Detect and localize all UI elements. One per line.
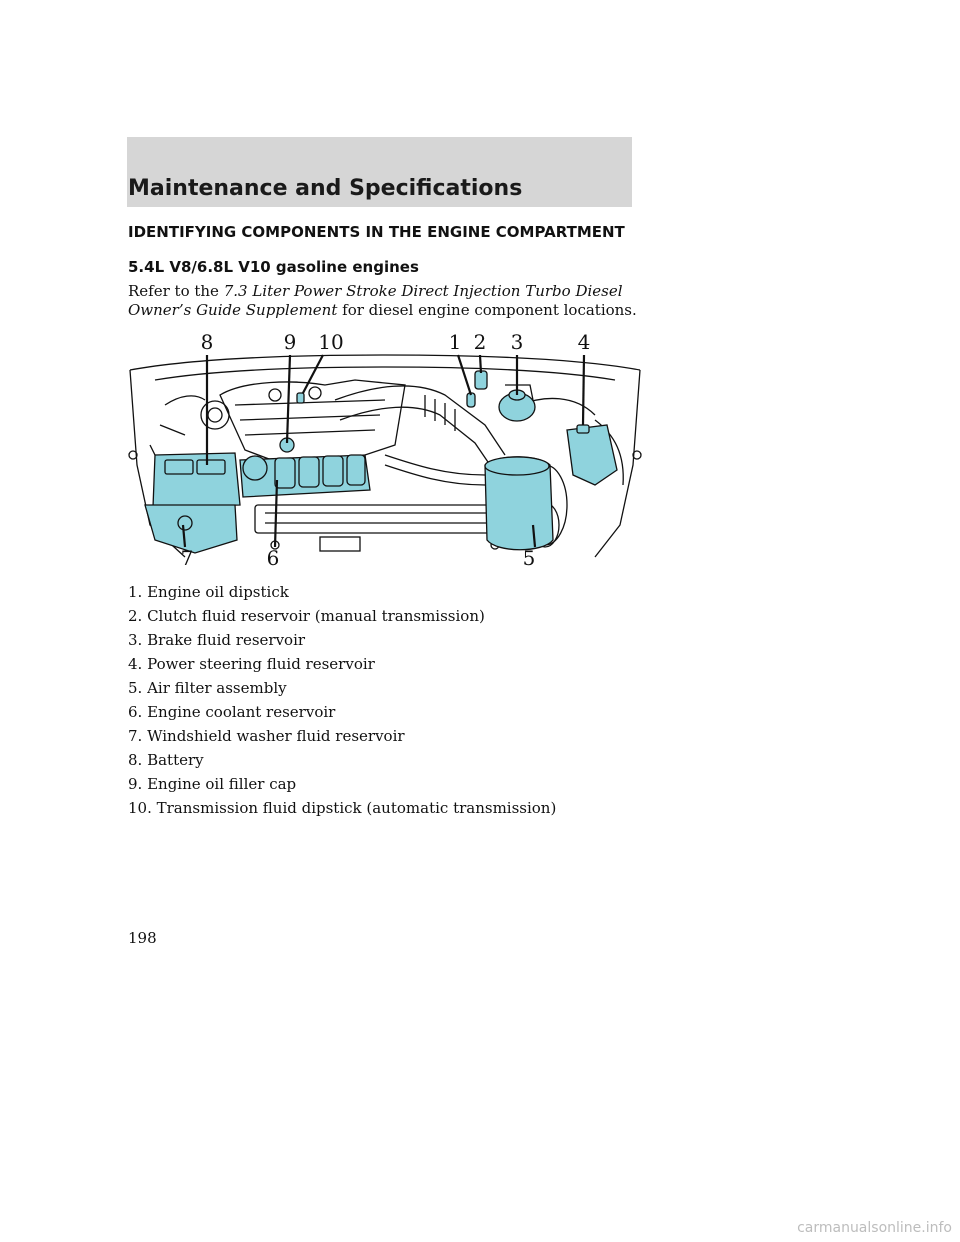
page-heading: IDENTIFYING COMPONENTS IN THE ENGINE COMPARTMENT bbox=[128, 223, 625, 241]
page-number: 198 bbox=[128, 929, 157, 947]
oil-dipstick bbox=[467, 393, 475, 407]
intro-suffix: for diesel engine component locations. bbox=[342, 301, 637, 319]
callout-7: 7 bbox=[180, 546, 194, 570]
callout-3: 3 bbox=[510, 330, 524, 354]
clutch-reservoir bbox=[475, 371, 487, 389]
list-item: 5. Air filter assembly bbox=[128, 679, 287, 697]
callout-9: 9 bbox=[283, 330, 297, 354]
intro-paragraph bbox=[128, 282, 638, 320]
callout-10: 10 bbox=[318, 330, 344, 354]
callout-2: 2 bbox=[473, 330, 487, 354]
component-list bbox=[128, 580, 556, 820]
intro-prefix: Refer to the bbox=[128, 282, 219, 300]
list-item: 6. Engine coolant reservoir bbox=[128, 703, 336, 721]
list-item: 4. Power steering fluid reservoir bbox=[128, 655, 375, 673]
list-item: 3. Brake fluid reservoir bbox=[128, 631, 306, 649]
list-item: 7. Windshield washer fluid reservoir bbox=[128, 727, 405, 745]
callout-5: 5 bbox=[522, 546, 536, 570]
list-item: 2. Clutch fluid reservoir (manual transmission) bbox=[128, 607, 485, 625]
list-item: 9. Engine oil filler cap bbox=[128, 775, 297, 793]
engine-subheading: 5.4L V8/6.8L V10 gasoline engines bbox=[128, 258, 419, 276]
transmission-dipstick bbox=[297, 393, 304, 403]
list-item: 8. Battery bbox=[128, 751, 204, 769]
callout-8: 8 bbox=[200, 330, 214, 354]
callout-6: 6 bbox=[266, 546, 280, 570]
section-title: Maintenance and Specifications bbox=[128, 176, 523, 201]
list-item: 1. Engine oil dipstick bbox=[128, 583, 289, 601]
site-watermark[interactable]: carmanualsonline.info bbox=[797, 1220, 952, 1236]
callout-1: 1 bbox=[448, 330, 462, 354]
power-steering-reservoir bbox=[567, 425, 617, 485]
supplement-reference: 7.3 Liter Power Stroke Direct Injection Turbo Diesel Owner’s Guide Supplement bbox=[128, 282, 623, 319]
list-item: 10. Transmission fluid dipstick (automatic transmission) bbox=[128, 799, 557, 817]
engine-compartment-illustration bbox=[125, 325, 645, 575]
callout-4: 4 bbox=[577, 330, 591, 354]
